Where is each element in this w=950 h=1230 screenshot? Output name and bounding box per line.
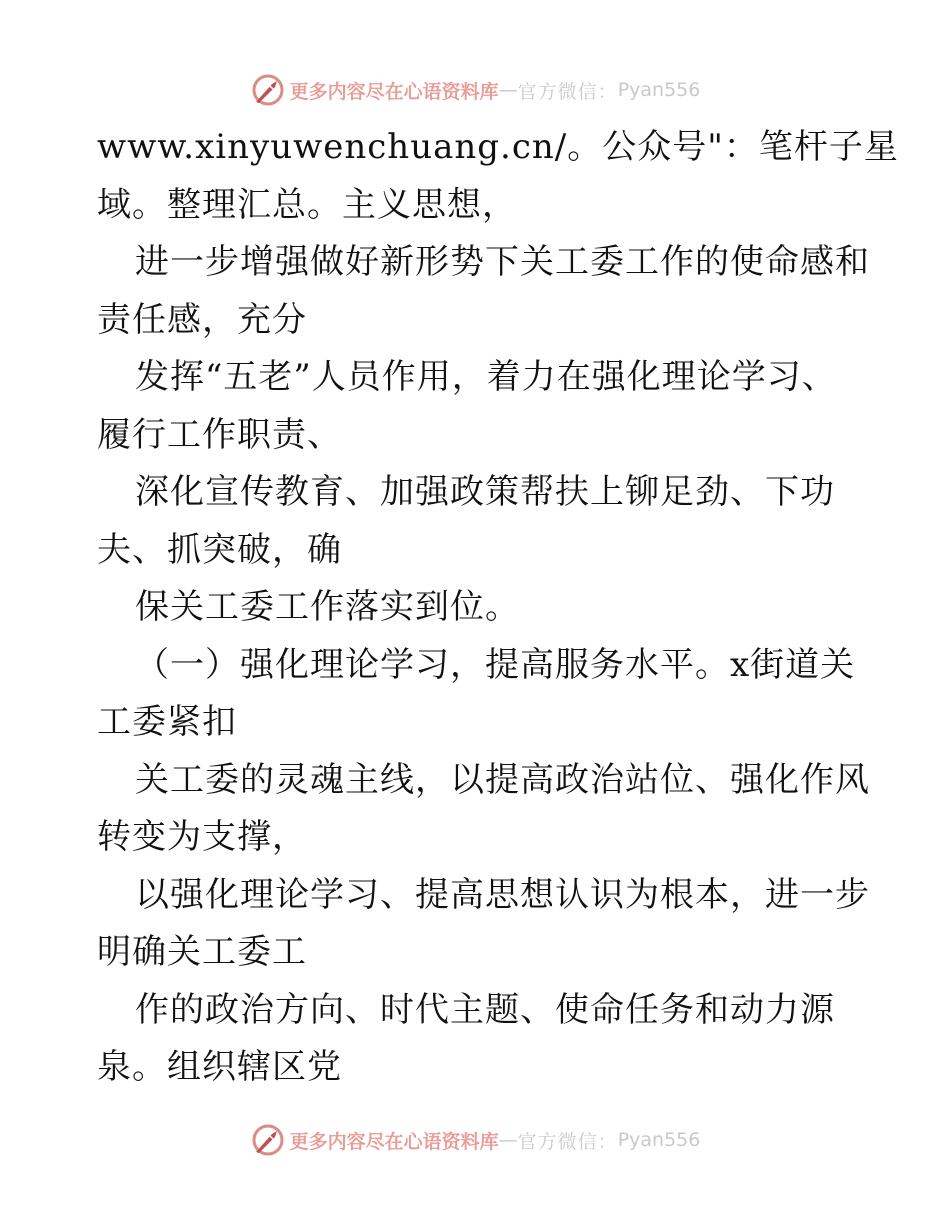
body-line: 深化宣传教育、加强政策帮扶上铆足劲、下功 <box>135 472 835 512</box>
body-line: 履行工作职责、 <box>97 414 342 455</box>
banner-title: 更多内容尽在心语资料库 <box>289 80 499 103</box>
body-line: 保关工委工作落实到位。 <box>135 587 520 627</box>
header-watermark-banner <box>0 70 950 110</box>
body-line: 明确关工委工 <box>97 932 307 972</box>
body-line: 作的政治方向、时代主题、使命任务和动力源 <box>135 989 835 1030</box>
body-line: 进一步增强做好新形势下关工委工作的使命感和 <box>135 242 870 282</box>
banner-wechat-label: 官方微信： <box>517 80 618 103</box>
banner-dash: — <box>498 79 518 101</box>
body-line: www.xinyuwenchuang.cn/。公众号"：笔杆子星 <box>97 127 899 167</box>
banner-wechat-id: Pyan556 <box>617 79 701 101</box>
banner-wechat-id: Pyan556 <box>617 1129 701 1151</box>
body-line: 以强化理论学习、提高思想认识为根本，进一步 <box>135 874 870 915</box>
body-line: 发挥“五老”人员作用，着力在强化理论学习、 <box>135 357 837 397</box>
pen-circle-logo-icon <box>250 1122 286 1158</box>
banner-dash: — <box>498 1129 518 1151</box>
body-line: 工委紧扣 <box>97 702 237 742</box>
footer-watermark-banner <box>0 1120 950 1160</box>
banner-wechat-label: 官方微信： <box>517 1130 618 1153</box>
body-line: 域。整理汇总。主义思想， <box>97 184 517 225</box>
body-line: （一）强化理论学习，提高服务水平。x街道关 <box>135 644 856 685</box>
pen-circle-logo-icon <box>250 72 286 108</box>
body-line: 夫、抓突破，确 <box>97 529 342 570</box>
body-line: 责任感，充分 <box>97 299 307 340</box>
body-line: 转变为支撑， <box>97 817 307 857</box>
body-line: 关工委的灵魂主线，以提高政治站位、强化作风 <box>135 759 870 800</box>
document-body <box>97 119 899 1097</box>
banner-title: 更多内容尽在心语资料库 <box>289 1130 499 1153</box>
body-line: 泉。组织辖区党 <box>97 1047 342 1087</box>
